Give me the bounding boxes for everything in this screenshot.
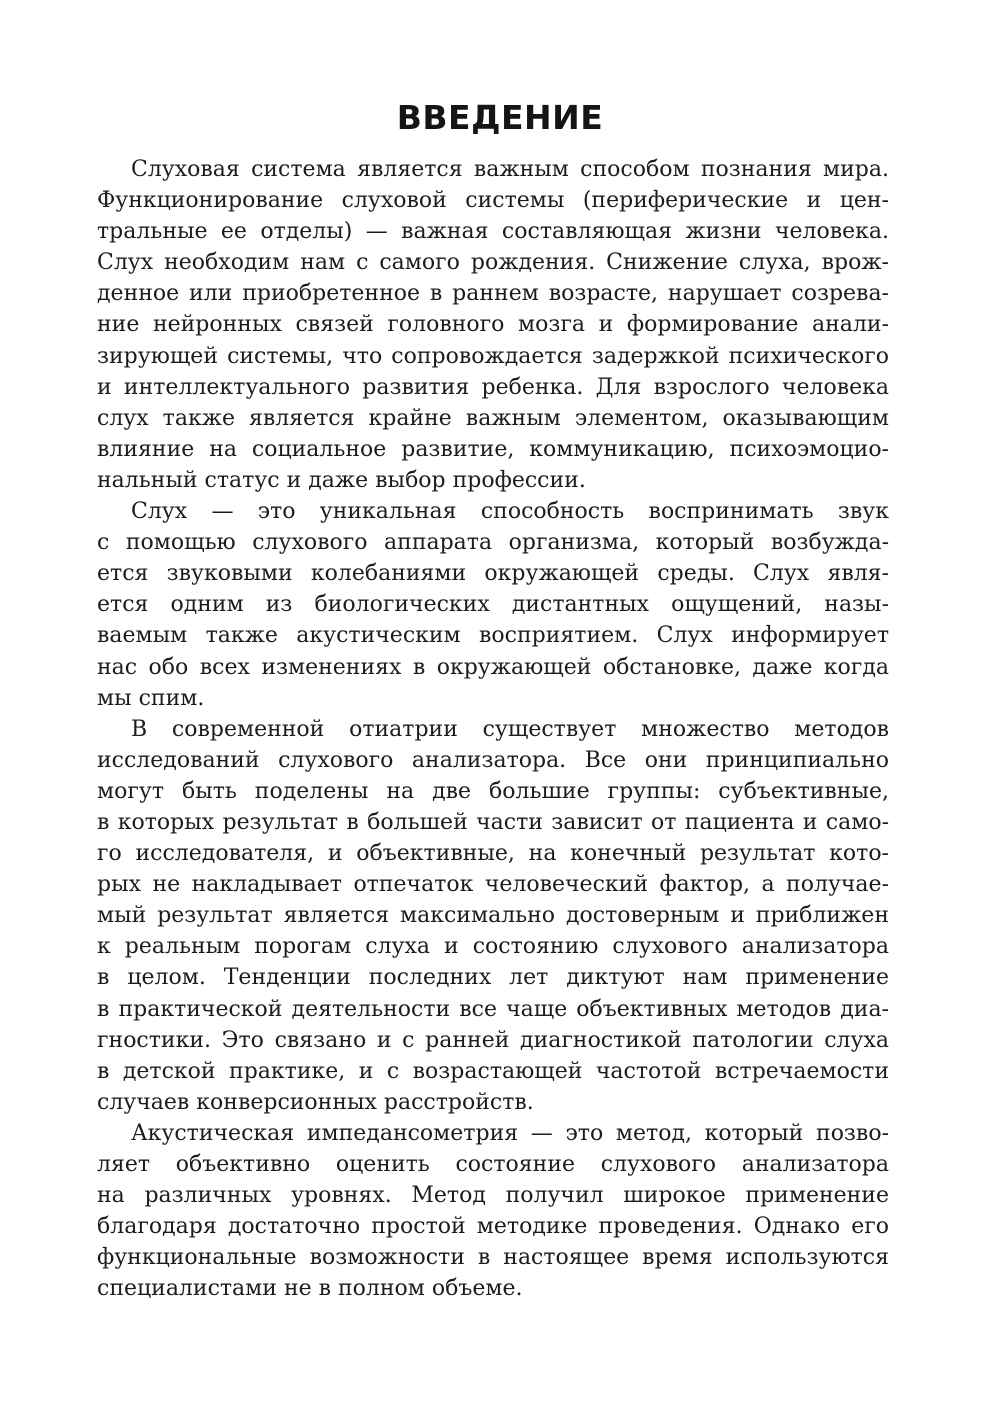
chapter-title: ВВЕДЕНИЕ: [396, 98, 604, 137]
paragraph-2: [97, 496, 889, 714]
text-line: рых не накладывает отпечаток человеческий фактор, а получае-: [97, 872, 889, 898]
text-line: в целом. Тенденции последних лет диктуют нам применение: [97, 965, 889, 991]
text-line: денное или приобретенное в раннем возрасте, нарушает созрева-: [97, 281, 889, 307]
text-line: Слух — это уникальная способность воспринимать звук: [131, 499, 889, 525]
text-line: нальный статус и даже выбор профессии.: [97, 467, 586, 493]
paragraph-4: [97, 1118, 889, 1305]
text-line: исследований слухового анализатора. Все они принципиально: [97, 747, 889, 773]
text-line: влияние на социальное развитие, коммуникацию, психоэмоцио-: [97, 436, 889, 462]
text-line: Акустическая импедансометрия — это метод, который позво-: [131, 1120, 889, 1146]
text-line: го исследователя, и объективные, на конечный результат кото-: [97, 841, 889, 867]
text-line: специалистами не в полном объеме.: [97, 1276, 523, 1302]
text-line: ляет объективно оценить состояние слухового анализатора: [97, 1152, 889, 1177]
text-line: могут быть поделены на две большие группы: субъективные,: [97, 778, 889, 804]
text-line: случаев конверсионных расстройств.: [97, 1089, 534, 1115]
text-line: с помощью слухового аппарата организма, который возбужда-: [97, 530, 889, 556]
text-line: гностики. Это связано и с ранней диагностикой патологии слуха: [97, 1027, 889, 1053]
text-line: мы спим.: [97, 685, 205, 711]
text-line: нас обо всех изменениях в окружающей обстановке, даже когда: [97, 654, 889, 680]
text-line: ется звуковыми колебаниями окружающей среды. Слух явля-: [97, 561, 889, 587]
text-line: ваемым также акустическим восприятием. Слух информирует: [97, 623, 889, 649]
text-line: Функционирование слуховой системы (периферические и цен-: [97, 188, 889, 214]
text-line: ется одним из биологических дистантных ощущений, назы-: [97, 592, 889, 618]
paragraph-3: [97, 714, 889, 1118]
text-line: к реальным порогам слуха и состоянию слухового анализатора: [97, 934, 889, 960]
text-line: функциональные возможности в настоящее время используются: [97, 1245, 889, 1271]
text-line: слух также является крайне важным элементом, оказывающим: [97, 405, 889, 431]
text-line: ние нейронных связей головного мозга и формирование анали-: [97, 312, 889, 338]
text-line: благодаря достаточно простой методике проведения. Однако его: [97, 1214, 889, 1240]
paragraph-1: [97, 154, 889, 496]
text-line: на различных уровнях. Метод получил широкое применение: [97, 1183, 889, 1209]
text-line: Слух необходим нам с самого рождения. Снижение слуха, врож-: [97, 250, 889, 276]
text-line: в детской практике, и с возрастающей частотой встречаемости: [97, 1058, 889, 1084]
text-line: в практической деятельности все чаще объективных методов диа-: [97, 996, 889, 1022]
text-line: в которых результат в большей части зависит от пациента и само-: [97, 809, 889, 835]
text-line: тральные ее отделы) — важная составляющая жизни человека.: [97, 219, 889, 245]
text-line: зирующей системы, что сопровождается задержкой психического: [97, 343, 889, 369]
body-text: [97, 154, 889, 1304]
text-line: и интеллектуального развития ребенка. Для взрослого человека: [97, 374, 889, 400]
text-line: мый результат является максимально достоверным и приближен: [97, 903, 889, 929]
text-line: Слуховая система является важным способом познания мира.: [131, 157, 889, 182]
text-line: В современной отиатрии существует множество методов: [131, 716, 889, 742]
